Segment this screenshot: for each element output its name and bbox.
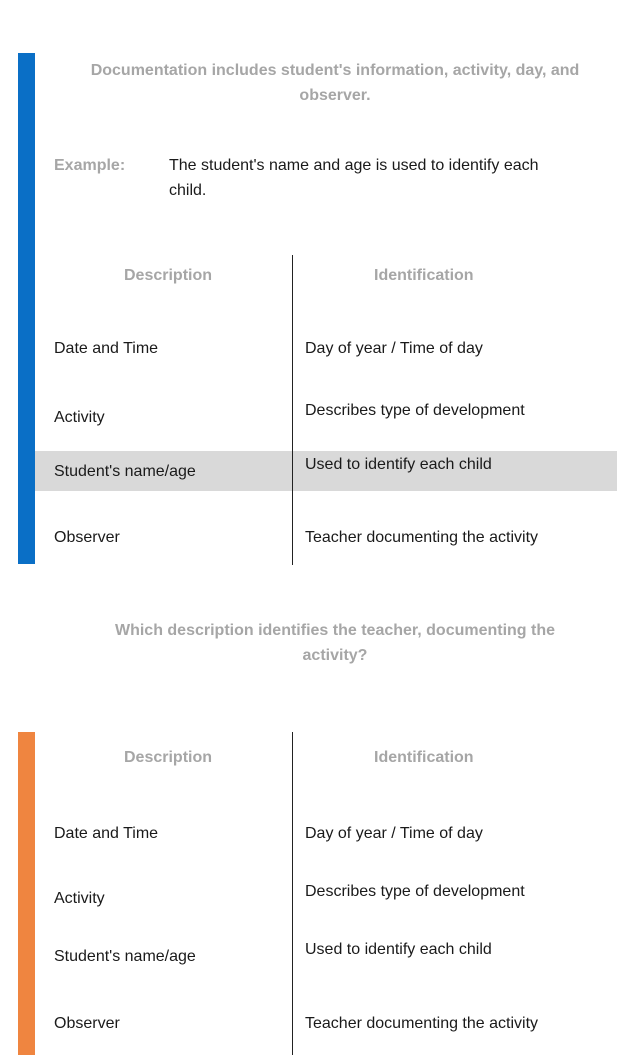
column-header-description: Description bbox=[124, 267, 213, 284]
example-text: The student's name and age is used to identify each child. bbox=[169, 157, 539, 199]
answer-option-identification: Teacher documenting the activity bbox=[305, 1015, 539, 1032]
question-text: Which description identifies the teacher, documenting the activity? bbox=[114, 622, 556, 664]
table-row-identification: Day of year / Time of day bbox=[305, 340, 483, 357]
answer-option-description[interactable]: Activity bbox=[54, 890, 105, 907]
answer-option-identification: Day of year / Time of day bbox=[305, 825, 483, 842]
table-row-identification: Teacher documenting the activity bbox=[305, 529, 539, 546]
answer-option-identification: Describes type of development bbox=[305, 883, 525, 900]
answer-option-description[interactable]: Student's name/age bbox=[54, 948, 196, 965]
intro-heading: Documentation includes student's information, activity, day, and observer. bbox=[90, 62, 580, 104]
table-row-description[interactable]: Observer bbox=[54, 529, 120, 546]
table-row-identification: Used to identify each child bbox=[305, 456, 492, 473]
answer-option-description[interactable]: Date and Time bbox=[54, 825, 159, 842]
column-header-description: Description bbox=[124, 749, 213, 766]
table-row-description[interactable]: Student's name/age bbox=[54, 463, 196, 480]
table-row-description[interactable]: Activity bbox=[54, 409, 105, 426]
column-header-identification: Identification bbox=[374, 749, 474, 766]
answer-option-identification: Used to identify each child bbox=[305, 941, 492, 958]
table-row-description[interactable]: Date and Time bbox=[54, 340, 159, 357]
accent-bar-orange bbox=[18, 732, 35, 1055]
example-label: Example: bbox=[54, 157, 126, 174]
table-row-identification: Describes type of development bbox=[305, 402, 525, 419]
column-divider bbox=[292, 255, 293, 565]
accent-bar-blue bbox=[18, 53, 35, 564]
column-divider bbox=[292, 732, 293, 1055]
answer-option-description[interactable]: Observer bbox=[54, 1015, 120, 1032]
column-header-identification: Identification bbox=[374, 267, 474, 284]
